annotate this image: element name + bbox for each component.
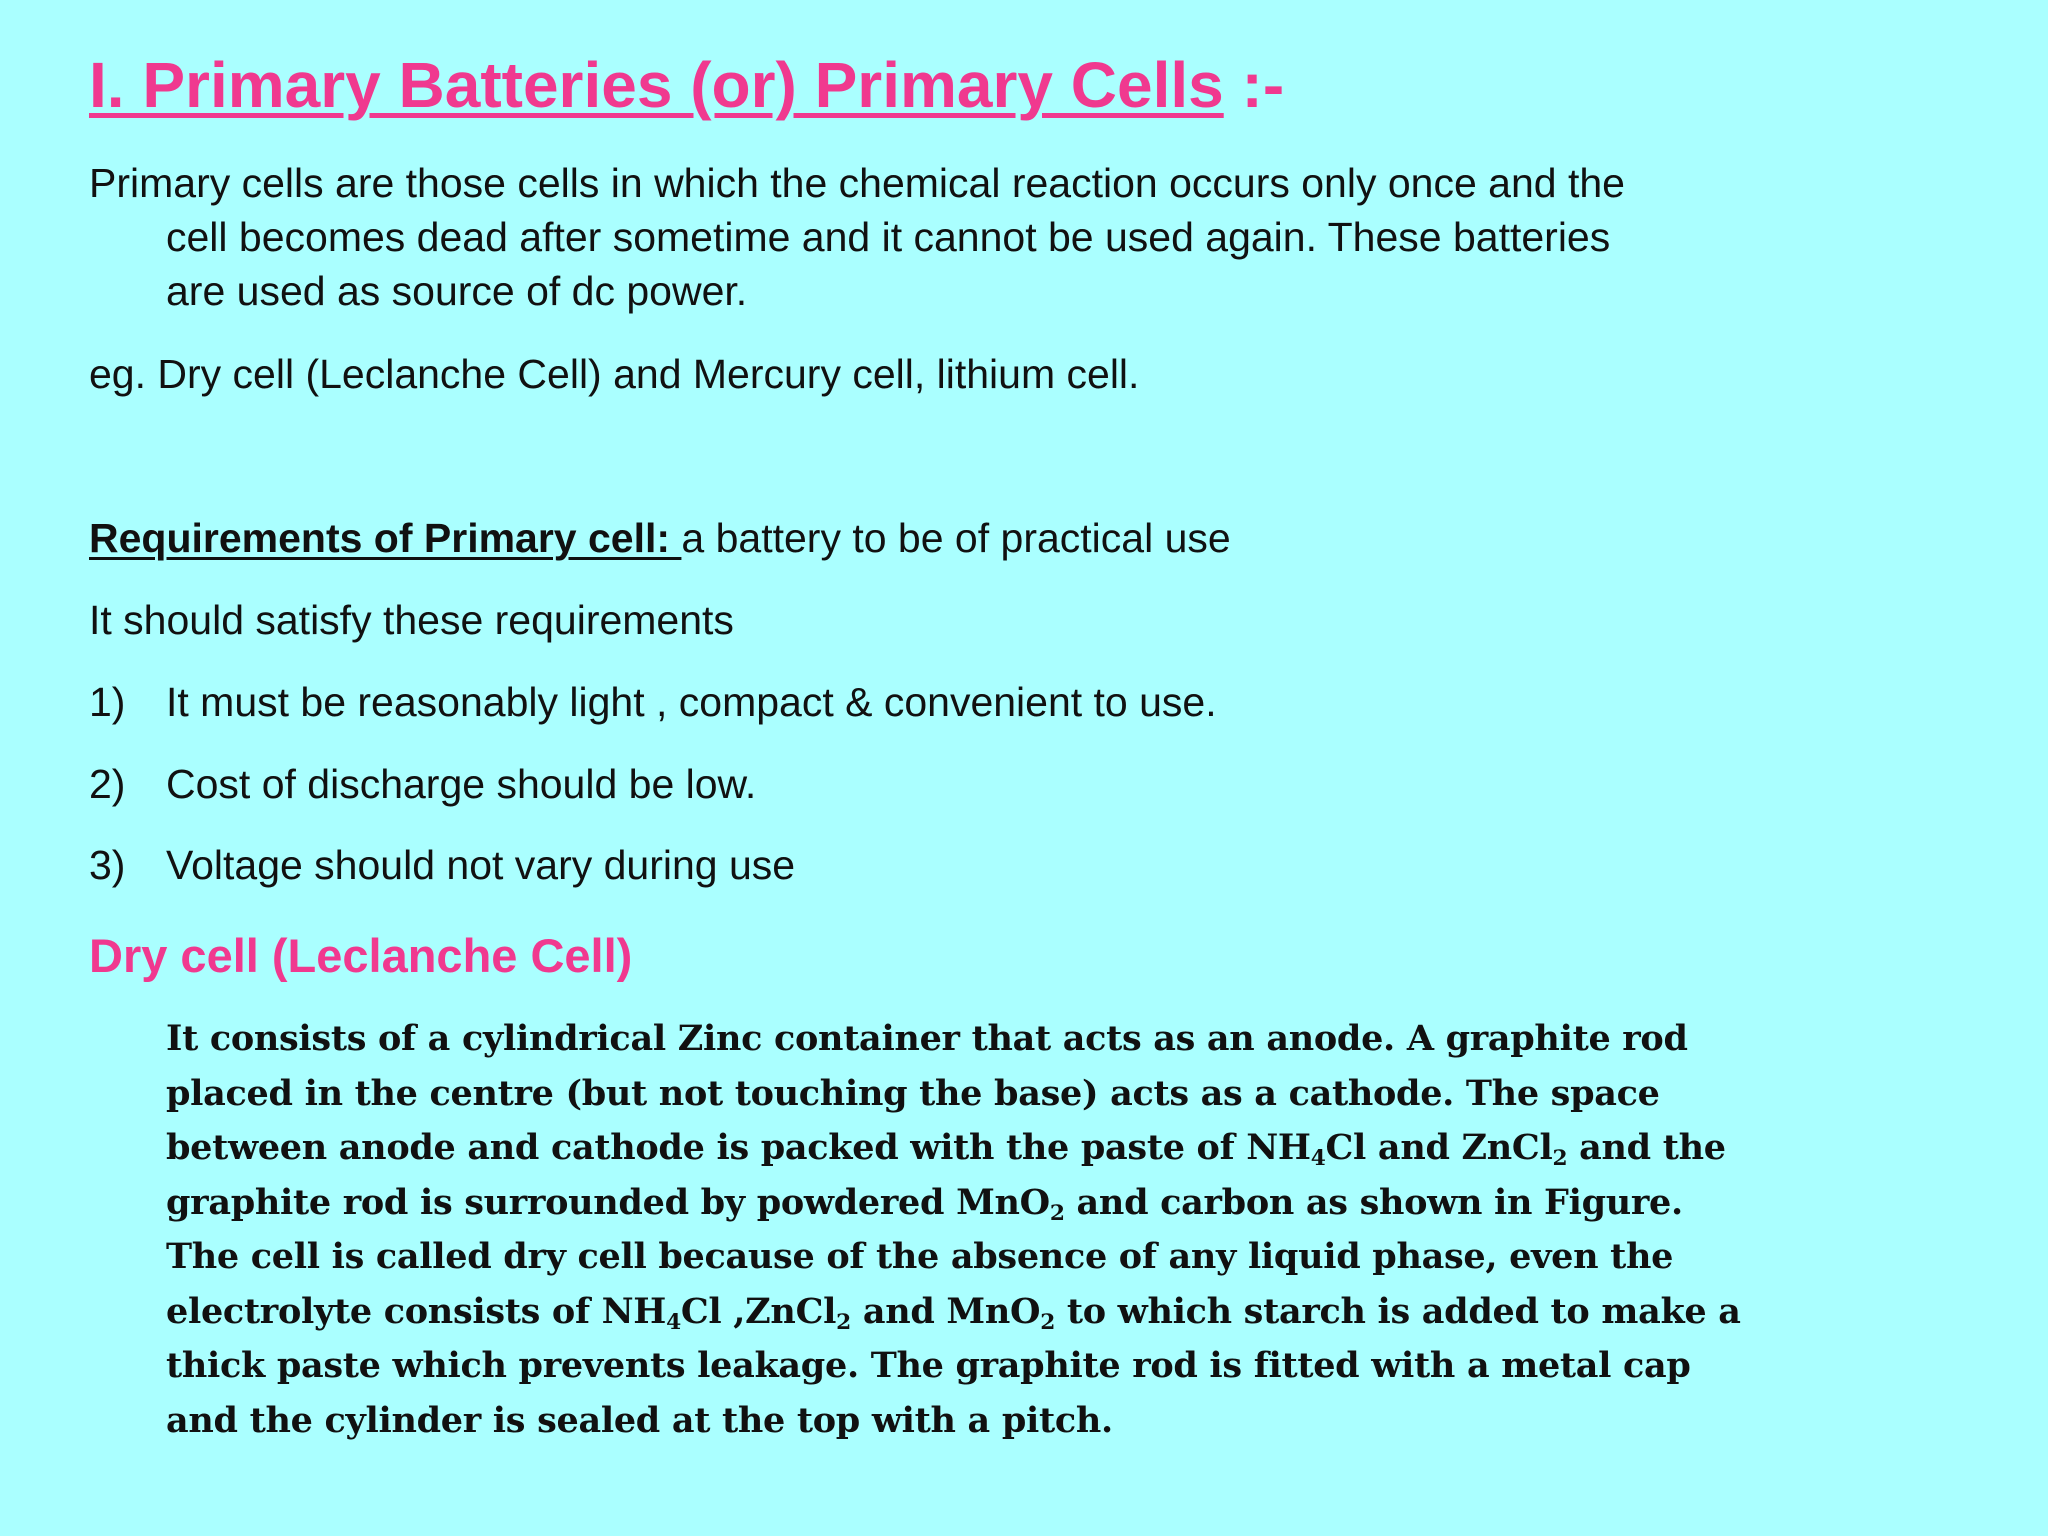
description-line-5: The cell is called dry cell because of the absence of any liquid phase, even the (166, 1236, 1674, 1277)
text-run: Cl ,ZnCl (680, 1290, 837, 1332)
text-run: to which starch is added to make a (1054, 1290, 1741, 1332)
list-text: Cost of discharge should be low. (166, 761, 757, 807)
description-line-6 (166, 1285, 1741, 1340)
subscript: 2 (1040, 1309, 1055, 1335)
title-main: I. Primary Batteries (or) Primary Cells (89, 49, 1224, 121)
description-line-2: placed in the centre (but not touching the base) acts as a cathode. The space (166, 1072, 1660, 1114)
text-run: between anode and cathode is packed with the paste of NH (166, 1127, 1311, 1168)
title-suffix: :- (1223, 49, 1285, 121)
list-text: It must be reasonably light , compact & convenient to use. (166, 679, 1217, 725)
list-item (89, 838, 795, 892)
subscript: 4 (666, 1309, 681, 1335)
dry-cell-heading: Dry cell (Leclanche Cell) (89, 929, 633, 982)
requirements-heading: Requirements of Primary cell: (89, 515, 682, 561)
text-run: graphite rod is surrounded by powdered MnO (166, 1181, 1050, 1223)
description-line-3 (166, 1121, 1741, 1176)
intro-paragraph (89, 156, 1625, 318)
intro-line-3: are used as source of dc power. (166, 268, 748, 314)
list-text: Voltage should not vary during use (166, 842, 796, 888)
intro-line-1: Primary cells are those cells in which the chemical reaction occurs only once and the (89, 160, 1625, 206)
requirements-intro: It should satisfy these requirements (89, 597, 734, 643)
list-number: 2) (89, 761, 126, 807)
requirements-tail: a battery to be of practical use (681, 515, 1231, 561)
subscript: 2 (836, 1309, 851, 1335)
description-line-8: and the cylinder is sealed at the top with a pitch. (166, 1399, 1113, 1441)
list-item (89, 675, 1217, 729)
description-line-4 (166, 1176, 1741, 1231)
text-run: and the (1567, 1127, 1726, 1168)
intro-line-2: cell becomes dead after sometime and it cannot be used again. These batteries (166, 214, 1611, 260)
example-text: eg. Dry cell (Leclanche Cell) and Mercury cell, lithium cell. (89, 351, 1140, 397)
page-title (89, 50, 1284, 120)
text-run: electrolyte consists of NH (166, 1290, 667, 1332)
text-run: Cl and ZnCl (1325, 1127, 1553, 1168)
description-line-1: It consists of a cylindrical Zinc container that acts as an anode. A graphite rod (166, 1018, 1688, 1059)
subscript: 2 (1552, 1146, 1568, 1172)
dry-cell-description (166, 1012, 1741, 1448)
requirements-line (89, 511, 1231, 565)
subscript: 4 (1310, 1146, 1326, 1172)
list-number: 1) (89, 679, 126, 725)
list-number: 3) (89, 842, 126, 888)
subscript: 2 (1049, 1200, 1065, 1226)
description-line-7: thick paste which prevents leakage. The graphite rod is fitted with a metal cap (166, 1345, 1691, 1386)
text-run: and MnO (850, 1290, 1041, 1332)
list-item (89, 757, 756, 811)
text-run: and carbon as shown in Figure. (1064, 1181, 1683, 1223)
